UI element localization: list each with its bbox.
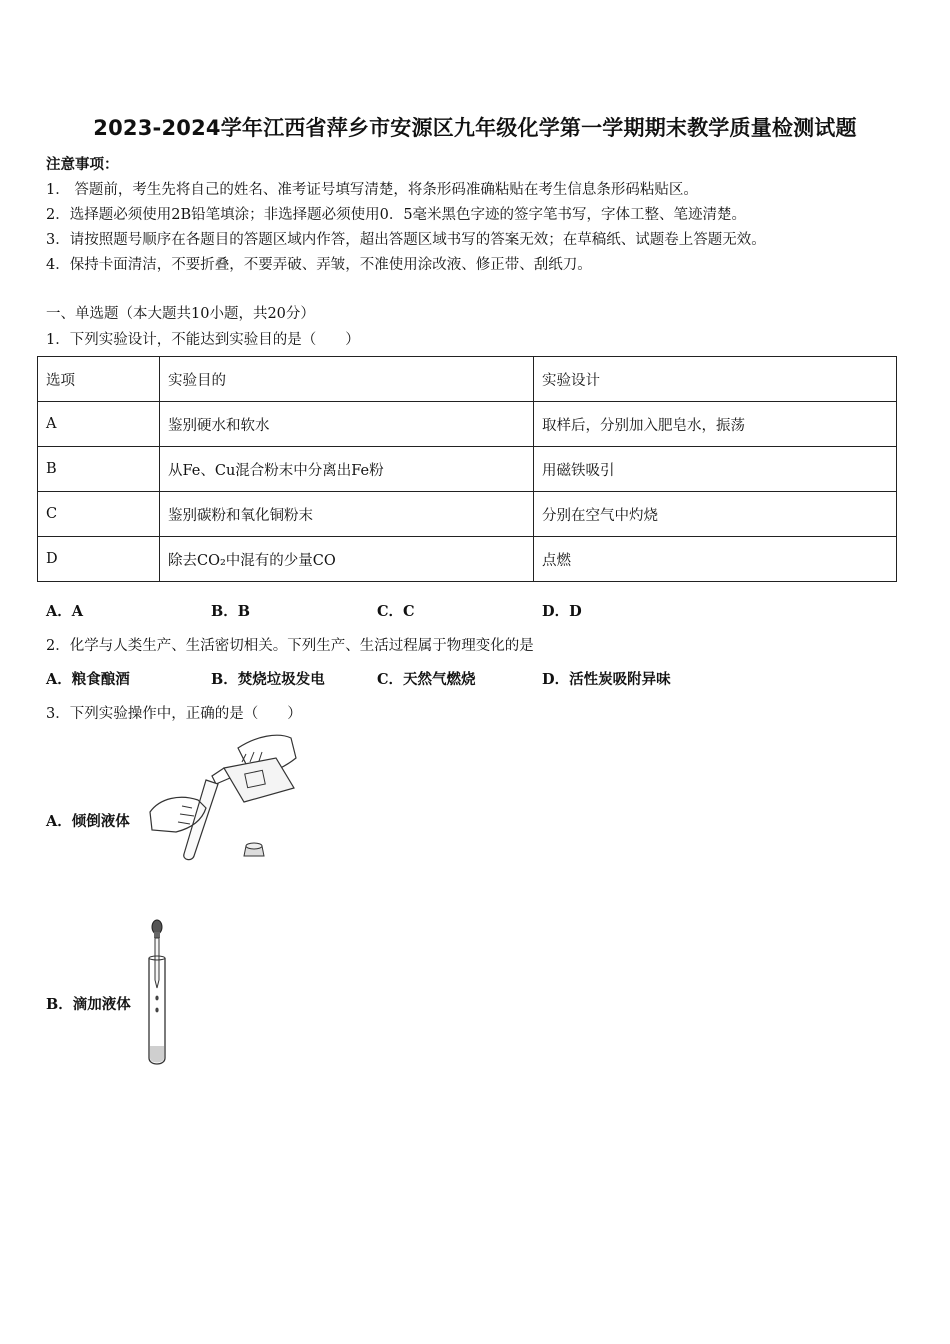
table-cell: 从Fe、Cu混合粉末中分离出Fe粉: [160, 447, 534, 492]
table-cell: 鉴别碳粉和氧化铜粉末: [160, 492, 534, 537]
option-b[interactable]: B．焚烧垃圾发电: [211, 671, 325, 688]
option-d[interactable]: D．活性炭吸附异味: [542, 671, 671, 688]
notice-item: 4．保持卡面清洁，不要折叠，不要弄破、弄皱，不准使用涂改液、修正带、刮纸刀。: [46, 257, 592, 273]
option-a[interactable]: A．倾倒液体: [46, 813, 130, 830]
table-cell: 点燃: [534, 537, 897, 582]
table-row: [38, 447, 897, 492]
table-cell: C: [38, 492, 160, 537]
option-a[interactable]: A．A: [46, 603, 84, 620]
table-row: [38, 492, 897, 537]
notice-heading: 注意事项：: [46, 156, 119, 173]
page-title: 2023-2024学年江西省萍乡市安源区九年级化学第一学期期末教学质量检测试题: [93, 116, 857, 140]
table-header: 实验目的: [160, 357, 534, 402]
option-a[interactable]: A．粮食酿酒: [46, 671, 130, 688]
table-cell: 鉴别硬水和软水: [160, 402, 534, 447]
table-header: 实验设计: [534, 357, 897, 402]
notice-item: 1． 答题前，考生先将自己的姓名、准考证号填写清楚，将条形码准确粘贴在考生信息条形码粘贴区。: [46, 182, 698, 198]
table-row: [38, 402, 897, 447]
table-cell: 分别在空气中灼烧: [534, 492, 897, 537]
option-d[interactable]: D．D: [542, 603, 582, 620]
question-1-stem: 1．下列实验设计，不能达到实验目的是（ ）: [46, 332, 360, 348]
table-header-row: [38, 357, 897, 402]
question-2-stem: 2．化学与人类生产、生活密切相关。下列生产、生活过程属于物理变化的是: [46, 638, 534, 654]
table-row: [38, 537, 897, 582]
notice-item: 2．选择题必须使用2B铅笔填涂；非选择题必须使用0．5毫米黑色字迹的签字笔书写，字体工整、笔迹清楚。: [46, 207, 747, 223]
notice-item: 3．请按照题号顺序在各题目的答题区域内作答，超出答题区域书写的答案无效；在草稿纸、试题卷上答题无效。: [46, 232, 766, 248]
option-b[interactable]: B．滴加液体: [46, 996, 131, 1013]
table-cell: D: [38, 537, 160, 582]
experiment-table: [37, 356, 897, 582]
option-c[interactable]: C．天然气燃烧: [377, 671, 476, 688]
dropper-illustration: [140, 918, 180, 1068]
table-header: 选项: [38, 357, 160, 402]
table-cell: A: [38, 402, 160, 447]
pouring-liquid-illustration: [146, 728, 306, 868]
table-cell: B: [38, 447, 160, 492]
option-c[interactable]: C．C: [377, 603, 415, 620]
section-heading: 一、单选题（本大题共10小题，共20分）: [46, 306, 315, 322]
question-3-stem: 3．下列实验操作中，正确的是（ ）: [46, 706, 302, 722]
option-b[interactable]: B．B: [211, 603, 251, 620]
table-cell: 用磁铁吸引: [534, 447, 897, 492]
table-cell: 取样后，分别加入肥皂水，振荡: [534, 402, 897, 447]
table-cell: 除去CO₂中混有的少量CO: [160, 537, 534, 582]
